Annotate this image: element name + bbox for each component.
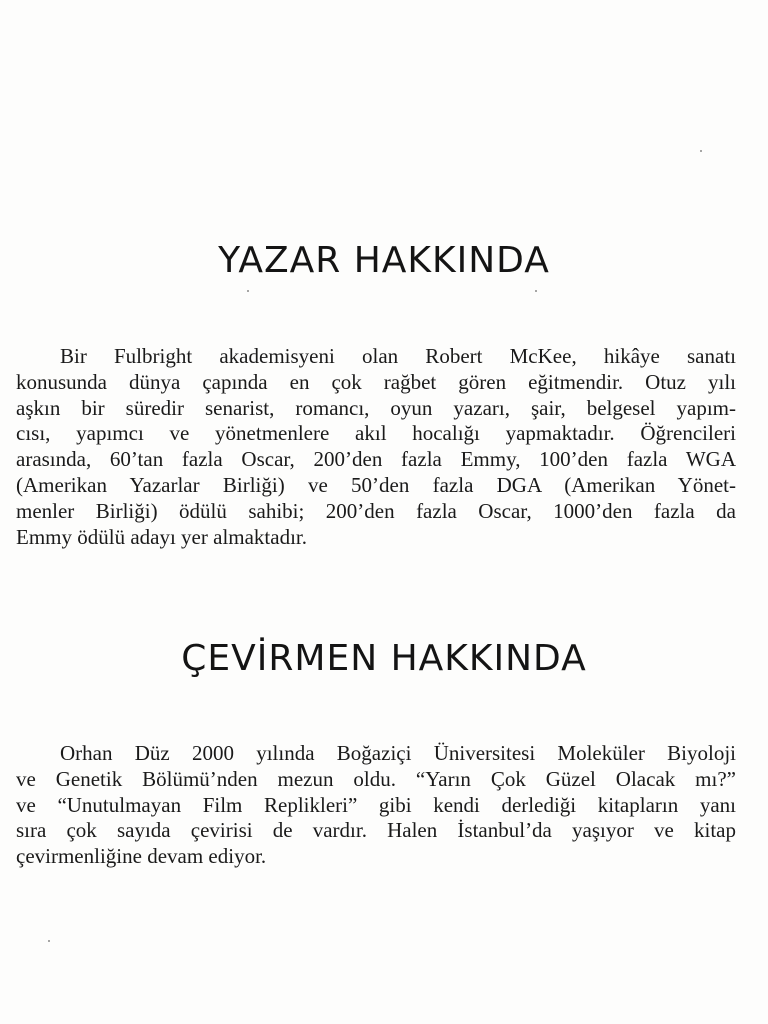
paragraph-line: sıra çok sayıda çevirisi de vardır. Halen İstanbul’da yaşıyor ve kitap	[16, 818, 736, 843]
paragraph-line: menler Birliği) ödülü sahibi; 200’den fazla Oscar, 1000’den fazla da	[16, 498, 736, 523]
paragraph-line: (Amerikan Yazarlar Birliği) ve 50’den fazla DGA (Amerikan Yönet-	[16, 472, 736, 497]
paragraph-line: çevirmenliğine devam ediyor.	[16, 844, 267, 869]
scan-speck	[535, 290, 537, 292]
paragraph-line: ve Genetik Bölümü’nden mezun oldu. “Yarın Çok Güzel Olacak mı?”	[16, 766, 736, 791]
paragraph-line: Orhan Düz 2000 yılında Boğaziçi Üniversitesi Moleküler Biyoloji	[60, 741, 736, 765]
paragraph-line: aşkın bir süredir senarist, romancı, oyun yazarı, şair, belgesel yapım-	[16, 395, 736, 420]
about-author-heading: YAZAR HAKKINDA	[218, 240, 550, 281]
about-translator-heading: ÇEVİRMEN HAKKINDA	[181, 638, 587, 679]
about-author-paragraph	[16, 344, 736, 550]
paragraph-line: ve “Unutulmayan Film Replikleri” gibi kendi derlediği kitapların yanı	[16, 792, 736, 817]
scan-speck	[247, 290, 249, 292]
paragraph-line: cısı, yapımcı ve yönetmenlere akıl hocalığı yapmaktadır. Öğrencileri	[16, 421, 736, 446]
about-translator-paragraph	[16, 741, 736, 870]
paragraph-line: konusunda dünya çapında en çok rağbet gören eğitmendir. Otuz yılı	[16, 369, 736, 394]
paragraph-line: Emmy ödülü adayı yer almaktadır.	[16, 524, 308, 549]
scan-speck	[700, 150, 702, 152]
paragraph-line: Bir Fulbright akademisyeni olan Robert McKee, hikâye sanatı	[60, 344, 736, 368]
scan-speck	[48, 940, 50, 942]
paragraph-line: arasında, 60’tan fazla Oscar, 200’den fazla Emmy, 100’den fazla WGA	[16, 447, 736, 472]
